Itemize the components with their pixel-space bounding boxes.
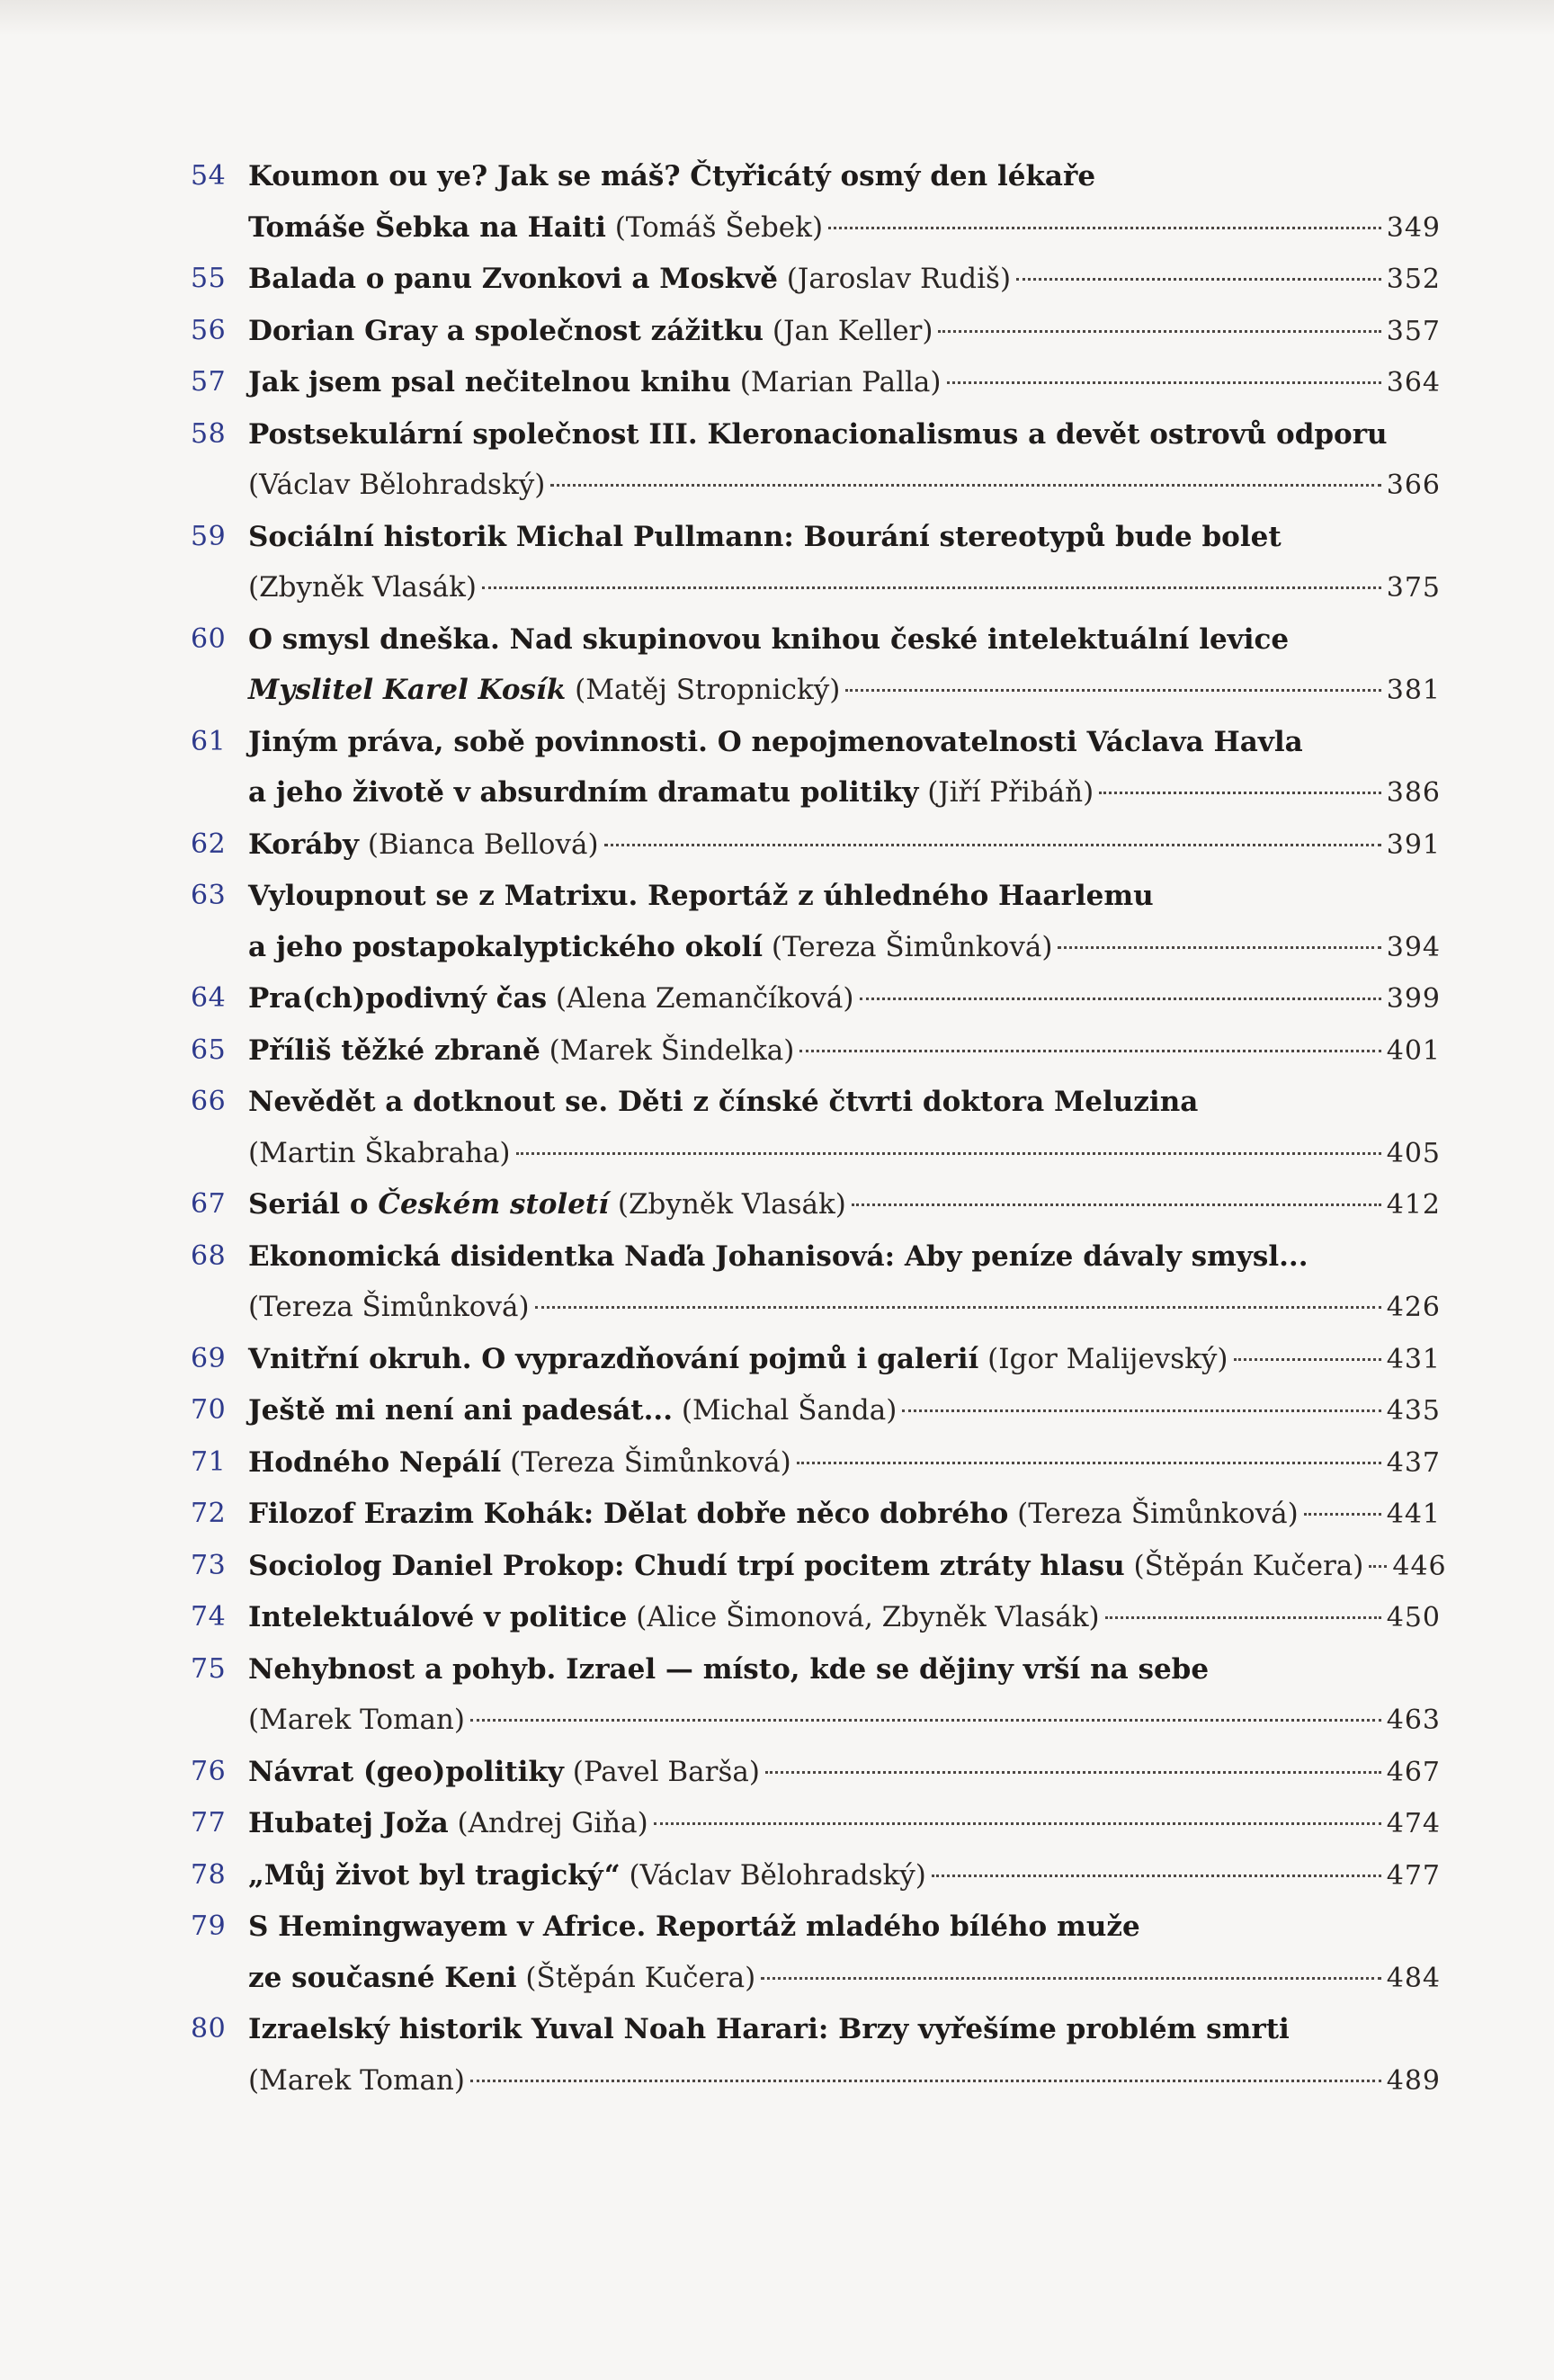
entry-title: a jeho životě v absurdním dramatu politiky — [248, 776, 919, 809]
entry-author: (Marek Šindelka) — [540, 1033, 795, 1067]
page-number: 484 — [1386, 1962, 1441, 1994]
entry-title: Hodného Nepálí — [248, 1445, 502, 1479]
toc-entry — [191, 973, 1441, 1025]
entry-title: Filozof Erazim Kohák: Dělat dobře něco dobrého — [248, 1498, 1009, 1530]
entry-author: (Zbyněk Vlasák) — [248, 571, 477, 604]
toc-entry — [191, 1901, 1441, 2004]
entry-title: Vyloupnout se z Matrixu. Reportáž z úhledného Haarlemu — [248, 880, 1154, 912]
dot-leader — [535, 1306, 1381, 1309]
entry-title: Dorian Gray a společnost zážitku — [248, 314, 764, 347]
dot-leader — [828, 227, 1381, 229]
entry-line — [248, 717, 1441, 768]
page-number: 386 — [1386, 777, 1441, 809]
entry-line — [248, 1850, 1441, 1902]
chapter-number: 63 — [191, 880, 227, 911]
page-number: 441 — [1386, 1499, 1441, 1530]
page-number: 405 — [1386, 1137, 1441, 1169]
entry-line — [248, 1901, 1441, 1953]
page-number: 349 — [1386, 211, 1441, 244]
entry-title: Intelektuálové v politice — [248, 1601, 628, 1633]
chapter-number: 74 — [191, 1601, 227, 1633]
page-number: 467 — [1386, 1756, 1441, 1788]
page-number: 463 — [1386, 1704, 1441, 1736]
dot-leader — [1016, 278, 1381, 281]
entry-title: Postsekulární společnost III. Kleronacionalismus a devět ostrovů odporu — [248, 417, 1388, 451]
dot-leader — [1058, 946, 1380, 949]
toc-entry — [191, 1644, 1441, 1747]
entry-line — [248, 1179, 1441, 1231]
toc-entry — [191, 1025, 1441, 1078]
dot-leader — [761, 1977, 1380, 1980]
dot-leader — [932, 1874, 1381, 1877]
dot-leader — [938, 330, 1380, 333]
page-number: 401 — [1386, 1034, 1441, 1067]
entry-line — [248, 1953, 1441, 2005]
entry-line — [248, 2004, 1441, 2055]
entry-author: (Alice Šimonová, Zbyněk Vlasák) — [627, 1601, 1100, 1633]
entry-line — [248, 254, 1441, 306]
entry-line — [248, 1231, 1441, 1283]
entry-line — [248, 819, 1441, 872]
page-number: 489 — [1386, 2064, 1441, 2097]
toc-entry — [191, 409, 1441, 512]
page-number: 375 — [1386, 572, 1441, 604]
entry-title: S Hemingwayem v Africe. Reportáž mladého bílého muže — [248, 1910, 1140, 1943]
chapter-number: 80 — [191, 2013, 227, 2044]
page-number: 450 — [1386, 1602, 1441, 1633]
entry-line — [248, 151, 1441, 202]
entry-author: (Marek Toman) — [248, 2063, 465, 2097]
chapter-number: 69 — [191, 1342, 227, 1374]
chapter-number: 62 — [191, 828, 227, 860]
entry-title: Vnitřní okruh. O vyprazdňování pojmů i galerií — [248, 1342, 979, 1375]
entry-line — [248, 1489, 1441, 1541]
dot-leader — [902, 1409, 1380, 1412]
entry-line — [248, 1334, 1441, 1386]
entry-line — [248, 409, 1441, 461]
entry-title: Myslitel Karel Kosík — [248, 674, 567, 706]
entry-line — [248, 1282, 1441, 1334]
entry-author: (Marian Palla) — [730, 366, 942, 398]
page-number: 391 — [1386, 828, 1441, 861]
page-number: 426 — [1386, 1292, 1441, 1323]
entry-line — [248, 2055, 1441, 2107]
chapter-number: 73 — [191, 1549, 227, 1581]
page-top-shadow — [0, 0, 1554, 36]
entry-line — [248, 460, 1441, 512]
chapter-number: 79 — [191, 1910, 227, 1942]
dot-leader — [1304, 1513, 1381, 1516]
chapter-number: 68 — [191, 1239, 227, 1272]
dot-leader — [799, 1050, 1380, 1052]
chapter-number: 71 — [191, 1445, 227, 1478]
entry-title: Ekonomická disidentka Naďa Johanisová: Aby peníze dávaly smysl... — [248, 1239, 1308, 1273]
chapter-number: 72 — [191, 1498, 227, 1529]
toc-entry — [191, 1385, 1441, 1437]
dot-leader — [1099, 792, 1381, 794]
toc-entry — [191, 1850, 1441, 1902]
entry-line — [248, 767, 1441, 819]
chapter-number: 76 — [191, 1755, 227, 1787]
toc-entry — [191, 151, 1441, 254]
chapter-number: 65 — [191, 1033, 227, 1066]
dot-leader — [470, 2080, 1381, 2082]
entry-line — [248, 1025, 1441, 1078]
dot-leader — [470, 1719, 1381, 1722]
chapter-number: 54 — [191, 160, 227, 192]
entry-author: (Tereza Šimůnková) — [248, 1291, 530, 1323]
toc-entry — [191, 717, 1441, 819]
entry-author: (Jiří Přibáň) — [918, 776, 1094, 809]
entry-title: Balada o panu Zvonkovi a Moskvě — [248, 263, 778, 295]
entry-line — [248, 1644, 1441, 1696]
entry-author: (Tereza Šimůnková) — [1008, 1498, 1299, 1530]
dot-leader — [797, 1462, 1381, 1464]
page-number: 437 — [1386, 1446, 1441, 1479]
entry-line — [248, 1695, 1441, 1747]
page-number: 431 — [1386, 1343, 1441, 1375]
chapter-number: 66 — [191, 1086, 227, 1117]
toc-entry — [191, 357, 1441, 409]
entry-line — [248, 357, 1441, 409]
entry-title: Jiným práva, sobě povinnosti. O nepojmenovatelnosti Václava Havla — [248, 725, 1303, 758]
entry-author: (Alena Zemančíková) — [547, 982, 854, 1015]
toc-entry — [191, 1798, 1441, 1850]
toc-entry — [191, 1231, 1441, 1334]
entry-line — [248, 1385, 1441, 1437]
dot-leader — [1369, 1565, 1387, 1568]
toc-entry — [191, 1541, 1447, 1593]
entry-author: (Igor Malijevský) — [978, 1342, 1228, 1375]
chapter-number: 70 — [191, 1394, 227, 1426]
entry-author: (Bianca Bellová) — [359, 828, 599, 861]
toc-entry — [191, 614, 1441, 717]
entry-title: ze současné Keni — [248, 1961, 517, 1994]
chapter-number: 58 — [191, 417, 227, 450]
toc-entry — [191, 512, 1441, 614]
dot-leader — [604, 844, 1381, 846]
entry-title: „Můj život byl tragický“ — [248, 1858, 621, 1892]
entry-author: (Václav Bělohradský) — [620, 1858, 926, 1892]
entry-author: (Tereza Šimůnková) — [501, 1445, 791, 1479]
entry-title: Hubatej Joža — [248, 1807, 449, 1839]
entry-title: Návrat (geo)politiky — [248, 1755, 564, 1788]
entry-title: Nehybnost a pohyb. Izrael — místo, kde se dějiny vrší na sebe — [248, 1652, 1210, 1686]
dot-leader — [860, 998, 1381, 1000]
entry-title: Jak jsem psal nečitelnou knihu — [248, 366, 731, 398]
entry-title: Ještě mi není ani padesát... — [248, 1394, 674, 1427]
chapter-number: 61 — [191, 725, 227, 757]
entry-title: Tomáše Šebka na Haiti — [248, 210, 606, 244]
dot-leader — [947, 381, 1381, 384]
entry-line — [248, 1592, 1441, 1644]
page-number: 435 — [1386, 1395, 1441, 1427]
entry-author: (Marek Toman) — [248, 1704, 465, 1736]
page-number: 381 — [1386, 675, 1441, 706]
page-number: 394 — [1386, 931, 1441, 963]
page-number: 412 — [1386, 1189, 1441, 1221]
entry-line — [248, 1437, 1441, 1490]
entry-author: (Václav Bělohradský) — [248, 469, 546, 501]
entry-line — [248, 1128, 1441, 1180]
entry-title: Českém století — [378, 1188, 610, 1221]
entry-line — [248, 1747, 1441, 1799]
entry-title: Příliš těžké zbraně — [248, 1033, 540, 1067]
entry-author: (Pavel Barša) — [563, 1755, 760, 1788]
toc-entry — [191, 306, 1441, 358]
entry-author: (Tomáš Šebek) — [605, 210, 824, 244]
toc-entry — [191, 1592, 1441, 1644]
toc-entry — [191, 871, 1441, 973]
toc-entry — [191, 1437, 1441, 1490]
dot-leader — [1105, 1616, 1381, 1619]
entry-author: (Štěpán Kučera) — [516, 1961, 756, 1994]
dot-leader — [550, 484, 1380, 487]
entry-line — [248, 973, 1441, 1025]
chapter-number: 77 — [191, 1807, 227, 1839]
chapter-number: 75 — [191, 1652, 227, 1685]
dot-leader — [845, 689, 1380, 692]
entry-line — [248, 871, 1441, 922]
page-number: 366 — [1386, 470, 1441, 501]
entry-line — [248, 512, 1441, 563]
page-number: 352 — [1386, 264, 1441, 295]
toc-entry — [191, 1489, 1441, 1541]
chapter-number: 67 — [191, 1188, 227, 1220]
entry-title: Koumon ou ye? Jak se máš? Čtyřicátý osmý den lékaře — [248, 160, 1096, 192]
page-number: 364 — [1386, 367, 1441, 398]
entry-author: (Tereza Šimůnková) — [763, 930, 1053, 963]
entry-title: Koráby — [248, 828, 360, 861]
entry-title: Seriál o — [248, 1188, 379, 1221]
toc-entry — [191, 1334, 1441, 1386]
entry-line — [248, 614, 1441, 666]
entry-line — [248, 306, 1441, 358]
entry-title: O smysl dneška. Nad skupinovou knihou české intelektuální levice — [248, 622, 1290, 656]
entry-title: Sociolog Daniel Prokop: Chudí trpí pocitem ztráty hlasu — [248, 1549, 1125, 1582]
entry-title: Sociální historik Michal Pullmann: Bourání stereotypů bude bolet — [248, 520, 1282, 553]
page-number: 357 — [1386, 315, 1441, 347]
dot-leader — [765, 1771, 1381, 1774]
entry-title: Pra(ch)podivný čas — [248, 982, 548, 1015]
entry-author: (Michal Šanda) — [673, 1394, 898, 1427]
entry-author: (Andrej Giňa) — [448, 1807, 648, 1839]
dot-leader — [654, 1822, 1381, 1825]
toc-entry — [191, 1747, 1441, 1799]
toc-entry — [191, 819, 1441, 872]
entry-author: (Zbyněk Vlasák) — [609, 1188, 846, 1221]
entry-author: (Jaroslav Rudiš) — [777, 263, 1012, 295]
toc-entry — [191, 2004, 1441, 2107]
entry-author: (Jan Keller) — [764, 314, 933, 347]
toc-entry — [191, 1179, 1441, 1231]
chapter-number: 59 — [191, 520, 227, 552]
page-number: 474 — [1386, 1808, 1441, 1839]
page-number: 446 — [1392, 1550, 1447, 1582]
entry-line — [248, 665, 1441, 717]
entry-line — [248, 1541, 1447, 1593]
chapter-number: 60 — [191, 622, 227, 655]
dot-leader — [1234, 1358, 1381, 1361]
entry-line — [248, 202, 1441, 255]
chapter-number: 78 — [191, 1858, 227, 1891]
entry-line — [248, 1077, 1441, 1128]
entry-author: (Štěpán Kučera) — [1124, 1549, 1364, 1582]
page-number: 399 — [1386, 983, 1441, 1015]
entry-line — [248, 922, 1441, 974]
chapter-number: 55 — [191, 263, 227, 294]
entry-title: Izraelský historik Yuval Noah Harari: Brzy vyřešíme problém smrti — [248, 2013, 1290, 2045]
table-of-contents — [191, 151, 1447, 2107]
dot-leader — [852, 1203, 1381, 1206]
chapter-number: 56 — [191, 314, 227, 346]
entry-title: Nevědět a dotknout se. Děti z čínské čtvrti doktora Meluzina — [248, 1086, 1199, 1118]
entry-line — [248, 1798, 1441, 1850]
dot-leader — [516, 1152, 1381, 1155]
entry-author: (Martin Škabraha) — [248, 1136, 511, 1169]
entry-author: (Matěj Stropnický) — [566, 674, 841, 706]
chapter-number: 64 — [191, 982, 227, 1014]
dot-leader — [482, 586, 1381, 589]
toc-entry — [191, 254, 1441, 306]
chapter-number: 57 — [191, 366, 227, 398]
toc-entry — [191, 1077, 1441, 1179]
page-number: 477 — [1386, 1859, 1441, 1892]
entry-title: a jeho postapokalyptického okolí — [248, 930, 763, 963]
entry-line — [248, 562, 1441, 614]
